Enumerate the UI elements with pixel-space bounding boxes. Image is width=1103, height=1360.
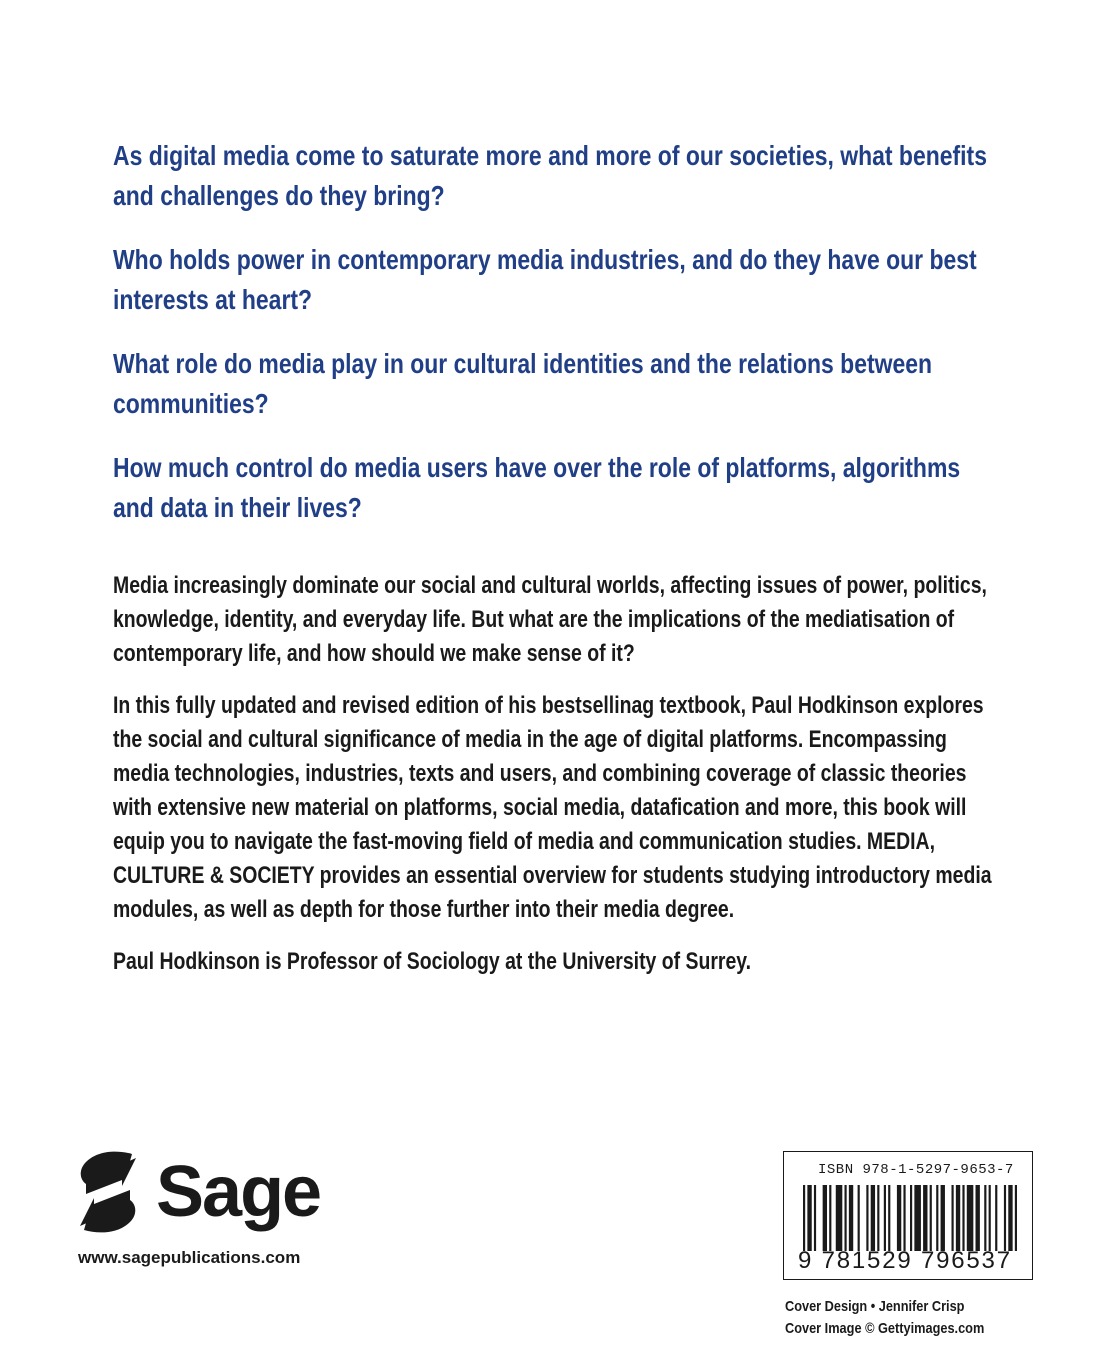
barcode-bar bbox=[849, 1185, 853, 1251]
barcode-bar bbox=[897, 1185, 901, 1251]
barcode-bar bbox=[803, 1185, 805, 1251]
barcode-bar bbox=[951, 1185, 953, 1251]
barcode-bar bbox=[984, 1185, 986, 1251]
barcode-bar bbox=[903, 1185, 905, 1251]
barcode-bar bbox=[884, 1185, 886, 1251]
barcode-bar bbox=[877, 1185, 879, 1251]
barcode-bar bbox=[976, 1185, 980, 1251]
publisher-logo bbox=[78, 1150, 338, 1240]
description-paragraph-2: In this fully updated and revised edition of his bestsellinag textbook, Paul Hodkinson explores the social and cultural significance of media in the age of digital platforms. Encompassing media technologies, industries, texts and users, and combining coverage of classic theories with extensive new material on platforms, social media, datafication and more, this book will equip you to navigate the fast-moving field of media and communication studies. MEDIA, CULTURE & SOCIETY provides an essential overview for students studying introductory media modules, as well as depth for those further into their media degree. bbox=[113, 692, 992, 923]
barcode-bar bbox=[989, 1185, 991, 1251]
barcode-bar bbox=[941, 1185, 945, 1251]
barcode-bar bbox=[930, 1185, 932, 1251]
cover-design-credit: Cover Design • Jennifer Crisp bbox=[785, 1298, 965, 1315]
barcode-bar bbox=[807, 1185, 811, 1251]
barcode-bar bbox=[1015, 1185, 1017, 1251]
barcode-bar bbox=[962, 1185, 964, 1251]
question-4: How much control do media users have over the role of platforms, algorithms and data in their lives? bbox=[113, 452, 961, 523]
author-bio: Paul Hodkinson is Professor of Sociology at the University of Surrey. bbox=[113, 948, 752, 975]
barcode-bar bbox=[936, 1185, 938, 1251]
isbn-label: ISBN 978-1-5297-9653-7 bbox=[818, 1162, 1014, 1178]
barcode-bar bbox=[814, 1185, 816, 1251]
barcode-bar bbox=[858, 1185, 860, 1251]
question-3: What role do media play in our cultural identities and the relations between communities? bbox=[113, 348, 933, 419]
barcode-bars bbox=[803, 1185, 1017, 1251]
barcode-bar bbox=[910, 1185, 912, 1251]
barcode-bar bbox=[1008, 1185, 1012, 1251]
barcode-bar bbox=[956, 1185, 960, 1251]
barcode-bar bbox=[871, 1185, 875, 1251]
barcode-bar bbox=[844, 1185, 846, 1251]
barcode-digits: 9 781529 796537 bbox=[798, 1247, 1012, 1274]
description-paragraph-1: Media increasingly dominate our social and cultural worlds, affecting issues of power, politics, knowledge, identity, and everyday life. But what are the implications of the mediatisation of contemporary life, and how should we make sense of it? bbox=[113, 572, 987, 667]
back-cover-questions bbox=[113, 136, 1005, 552]
barcode-bar bbox=[1004, 1185, 1006, 1251]
publisher-url: www.sagepublications.com bbox=[78, 1248, 301, 1267]
publisher-name: Sage bbox=[156, 1152, 321, 1232]
cover-image-credit: Cover Image © Gettyimages.com bbox=[785, 1320, 985, 1337]
barcode-bar bbox=[995, 1185, 997, 1251]
isbn-barcode bbox=[783, 1151, 1033, 1280]
cover-credits bbox=[785, 1296, 1057, 1340]
barcode-bar bbox=[923, 1185, 927, 1251]
barcode-bar bbox=[829, 1185, 831, 1251]
barcode-bar bbox=[823, 1185, 827, 1251]
barcode-bar bbox=[914, 1185, 921, 1251]
question-2: Who holds power in contemporary media industries, and do they have our best interests at heart? bbox=[113, 244, 977, 315]
barcode-bar bbox=[836, 1185, 843, 1251]
barcode-bar bbox=[888, 1185, 890, 1251]
question-1: As digital media come to saturate more and more of our societies, what benefits and challenges do they bring? bbox=[113, 140, 987, 211]
barcode-bar bbox=[866, 1185, 868, 1251]
barcode-bar bbox=[967, 1185, 974, 1251]
book-description bbox=[113, 569, 1005, 997]
sage-s-icon bbox=[78, 1150, 138, 1234]
